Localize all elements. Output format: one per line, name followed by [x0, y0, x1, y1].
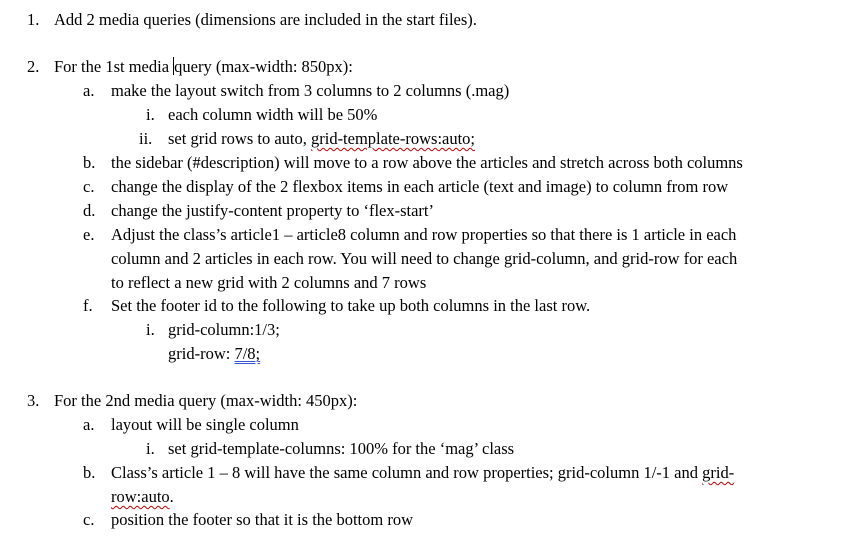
grammar-flagged-text[interactable]: 7/8;: [234, 344, 261, 363]
list-marker: f.: [83, 296, 93, 315]
list-marker: b.: [83, 153, 96, 172]
list-item-text: set grid-template-columns: 100% for the ‘mag’ class: [168, 439, 515, 458]
list-item-text-continued: [111, 487, 174, 507]
text-run: query (max-width: 850px):: [174, 57, 353, 76]
list-item-text: grid-column:1/3;: [168, 320, 280, 339]
list-item-text: [111, 463, 734, 483]
list-marker: a.: [83, 81, 95, 100]
list-item-text: For the 2nd media query (max-width: 450px):: [54, 391, 358, 410]
list-marker: c.: [83, 510, 95, 529]
list-item-text: [54, 57, 353, 77]
list-item-text: each column width will be 50%: [168, 105, 378, 124]
list-marker: 2.: [27, 57, 40, 76]
list-marker: a.: [83, 415, 95, 434]
list-item-text: layout will be single column: [111, 415, 299, 434]
list-marker: b.: [83, 463, 96, 482]
text-run: .: [169, 487, 174, 506]
list-marker: c.: [83, 177, 95, 196]
list-marker: 1.: [27, 10, 40, 29]
list-marker: ii.: [139, 129, 153, 148]
list-item-text-continued: to reflect a new grid with 2 columns and 7 rows: [111, 273, 427, 292]
list-item-text: make the layout switch from 3 columns to 2 columns (.mag): [111, 81, 510, 100]
list-marker: i.: [146, 439, 155, 458]
list-item-text: the sidebar (#description) will move to a row above the articles and stretch across both columns: [111, 153, 743, 172]
list-item-text: change the display of the 2 flexbox items in each article (text and image) to column from row: [111, 177, 729, 196]
list-marker: 3.: [27, 391, 40, 410]
spellcheck-flagged-text[interactable]: grid-: [702, 463, 735, 482]
list-item-text: change the justify-content property to ‘flex-start’: [111, 201, 435, 220]
list-marker: i.: [146, 105, 155, 124]
list-item-text: [168, 129, 475, 149]
list-marker: d.: [83, 201, 96, 220]
text-run: grid-row:: [168, 344, 235, 363]
list-item-text-continued: column and 2 articles in each row. You will need to change grid-column, and grid-row for each: [111, 249, 738, 268]
list-item-text-continued: [168, 344, 260, 364]
spellcheck-flagged-text[interactable]: grid-template-rows:auto;: [310, 129, 476, 148]
text-run: set grid rows to auto,: [168, 129, 311, 148]
list-item-text: Adjust the class’s article1 – article8 column and row properties so that there is 1 article in each: [111, 225, 737, 244]
list-marker: i.: [146, 320, 155, 339]
list-item-text: position the footer so that it is the bottom row: [111, 510, 414, 529]
list-item-text: Add 2 media queries (dimensions are included in the start files).: [54, 10, 477, 29]
text-run: For the 1st media: [54, 57, 174, 76]
list-item-text: Set the footer id to the following to take up both columns in the last row.: [111, 296, 591, 315]
list-marker: e.: [83, 225, 95, 244]
text-run: Class’s article 1 – 8 will have the same column and row properties; grid-column 1/-1 and: [111, 463, 703, 482]
spellcheck-flagged-text[interactable]: row:auto: [111, 487, 170, 506]
